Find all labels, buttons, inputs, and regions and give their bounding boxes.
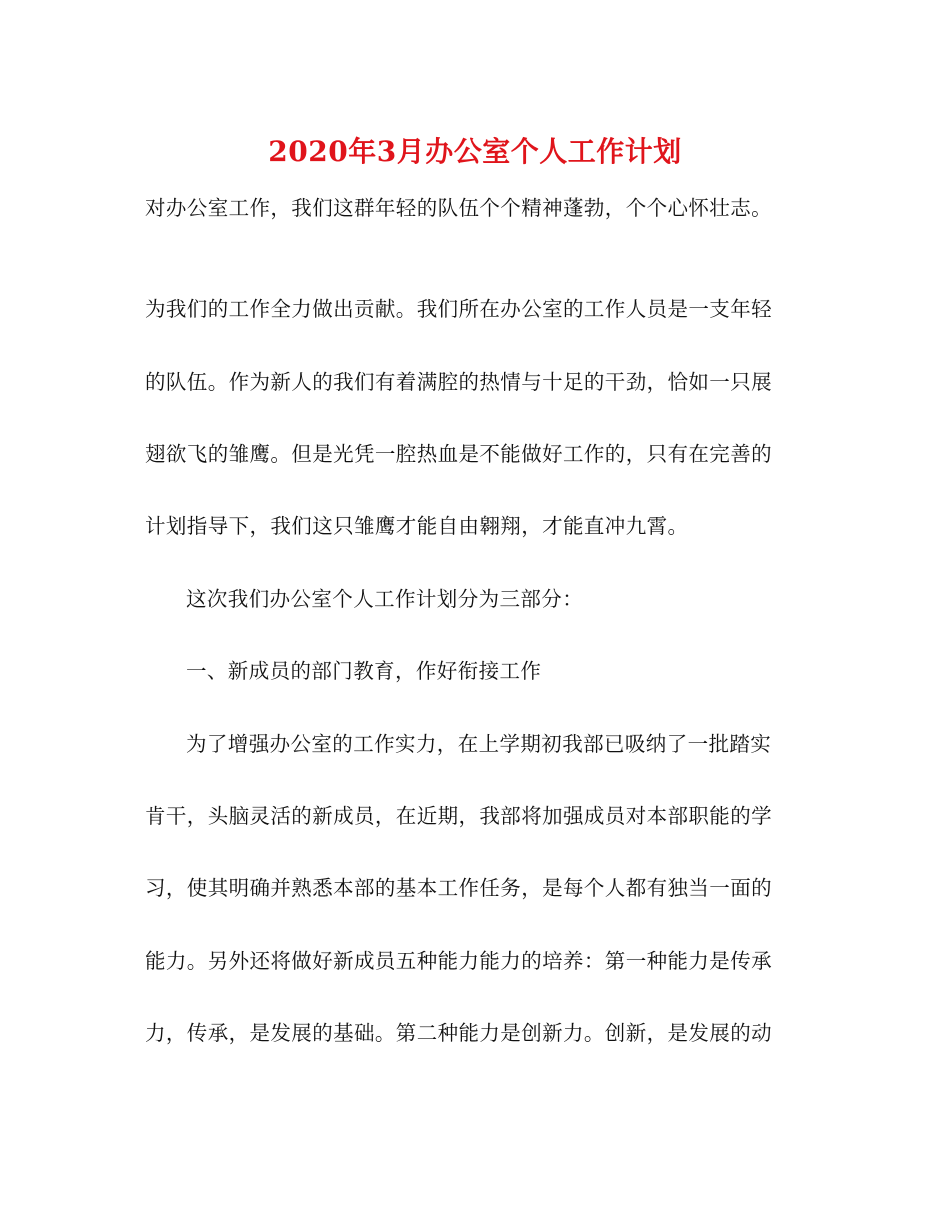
paragraph-line: 的队伍。作为新人的我们有着满腔的热情与十足的干劲，恰如一只展 bbox=[145, 370, 772, 394]
paragraph-line: 肯干，头脑灵活的新成员，在近期，我部将加强成员对本部职能的学 bbox=[145, 804, 772, 828]
paragraph-line: 对办公室工作，我们这群年轻的队伍个个精神蓬勃，个个心怀壮志。 bbox=[145, 196, 772, 220]
paragraph-line: 这次我们办公室个人工作计划分为三部分： bbox=[186, 587, 584, 611]
paragraph-line: 翅欲飞的雏鹰。但是光凭一腔热血是不能做好工作的，只有在完善的 bbox=[145, 442, 772, 466]
paragraph-line: 习，使其明确并熟悉本部的基本工作任务，是每个人都有独当一面的 bbox=[145, 876, 772, 900]
paragraph-line: 力，传承，是发展的基础。第二种能力是创新力。创新，是发展的动 bbox=[145, 1021, 772, 1045]
paragraph-line: 为了增强办公室的工作实力，在上学期初我部已吸纳了一批踏实 bbox=[186, 732, 772, 756]
paragraph-line: 计划指导下，我们这只雏鹰才能自由翱翔，才能直冲九霄。 bbox=[145, 514, 689, 538]
paragraph-line: 能力。另外还将做好新成员五种能力能力的培养：第一种能力是传承 bbox=[145, 949, 772, 973]
paragraph-line: 为我们的工作全力做出贡献。我们所在办公室的工作人员是一支年轻 bbox=[145, 297, 772, 321]
document-title: 2020年3月办公室个人工作计划 bbox=[268, 135, 682, 168]
section-heading: 一、新成员的部门教育，作好衔接工作 bbox=[186, 659, 542, 683]
